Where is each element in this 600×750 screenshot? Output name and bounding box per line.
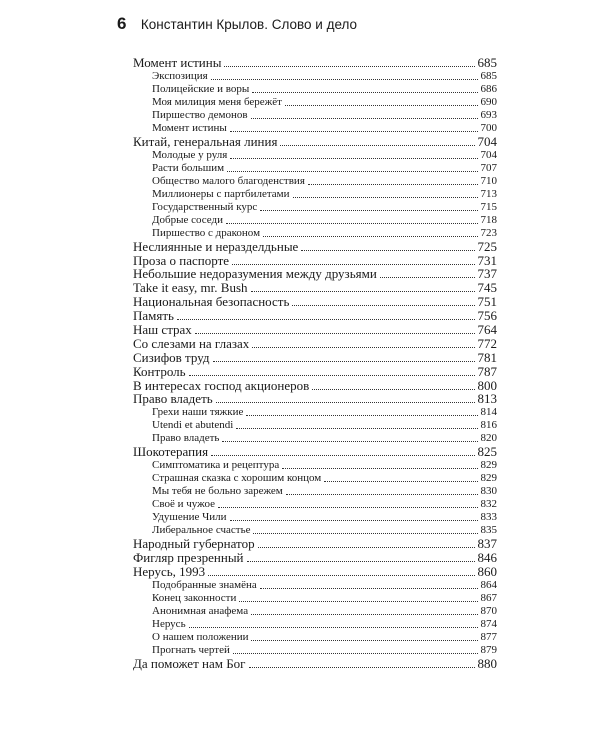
toc-entry-title: Да поможет нам Бог xyxy=(133,655,246,671)
toc-entry-title: Момент истины xyxy=(133,54,222,70)
toc-subentry xyxy=(133,630,497,643)
dot-leader xyxy=(232,264,474,265)
toc-subentry xyxy=(133,200,497,213)
toc-subentry xyxy=(133,604,497,617)
toc-entry-page: 756 xyxy=(477,308,497,324)
running-header xyxy=(117,14,357,34)
toc-entry-title: Со слезами на глазах xyxy=(133,335,250,351)
toc-subentry xyxy=(133,484,497,497)
toc-entry-title: Страшная сказка с хорошим концом xyxy=(152,472,322,485)
toc-entry xyxy=(133,55,497,69)
toc-entry-page: 833 xyxy=(480,511,497,524)
toc-entry-page: 800 xyxy=(477,377,497,393)
toc-entry-page: 685 xyxy=(480,69,497,82)
toc-entry-page: 879 xyxy=(480,644,497,657)
dot-leader xyxy=(230,520,478,521)
dot-leader xyxy=(239,601,477,602)
toc-entry-title: Мы тебя не больно зарежем xyxy=(152,485,283,498)
toc-entry xyxy=(133,350,497,364)
dot-leader xyxy=(251,118,478,119)
toc-entry xyxy=(133,322,497,336)
dot-leader xyxy=(211,79,478,80)
toc-subentry xyxy=(133,578,497,591)
dot-leader xyxy=(251,614,477,615)
dot-leader xyxy=(308,184,478,185)
toc-entry-title: Небольшие недоразумения между друзьями xyxy=(133,266,377,282)
dot-leader xyxy=(189,627,478,628)
toc-entry-page: 787 xyxy=(477,363,497,379)
toc-entry-title: Конец законности xyxy=(152,592,237,605)
toc-entry xyxy=(133,308,497,322)
toc-entry xyxy=(133,550,497,564)
dot-leader xyxy=(253,533,477,534)
toc-entry-page: 718 xyxy=(480,213,497,226)
dot-leader xyxy=(189,375,475,376)
toc-entry-title: Расти большим xyxy=(152,161,225,174)
toc-entry-page: 829 xyxy=(480,472,497,485)
toc-entry-title: Нерусь, 1993 xyxy=(133,564,206,580)
toc-entry-page: 690 xyxy=(480,95,497,108)
toc-entry-page: 877 xyxy=(480,631,497,644)
toc-entry-title: Прогнать чертей xyxy=(152,644,230,657)
toc-entry-title: Грехи наши тяжкие xyxy=(152,406,244,419)
toc-entry xyxy=(133,253,497,267)
toc-entry-title: Миллионеры с партбилетами xyxy=(152,187,290,200)
toc-entry-page: 825 xyxy=(477,444,497,460)
toc-entry-page: 693 xyxy=(480,108,497,121)
dot-leader xyxy=(226,223,477,224)
toc-subentry xyxy=(133,226,497,239)
dot-leader xyxy=(252,347,474,348)
toc-entry-title: Память xyxy=(133,308,174,324)
dot-leader xyxy=(312,389,474,390)
toc-entry-page: 704 xyxy=(480,148,497,161)
dot-leader xyxy=(260,588,478,589)
dot-leader xyxy=(227,171,477,172)
toc-entry-page: 781 xyxy=(477,349,497,365)
toc-subentry xyxy=(133,497,497,510)
dot-leader xyxy=(282,468,477,469)
dot-leader xyxy=(380,277,475,278)
toc-entry-page: 835 xyxy=(480,524,497,537)
toc-entry-title: Utendi et abutendi xyxy=(152,419,234,432)
toc-entry-page: 751 xyxy=(477,294,497,310)
dot-leader xyxy=(263,236,477,237)
toc-entry-title: Проза о паспорте xyxy=(133,252,230,268)
dot-leader xyxy=(224,66,474,67)
toc-subentry xyxy=(133,121,497,134)
toc-entry-page: 830 xyxy=(480,485,497,498)
toc-entry-page: 867 xyxy=(480,592,497,605)
dot-leader xyxy=(292,305,474,306)
toc-entry-page: 700 xyxy=(480,121,497,134)
toc-entry-page: 870 xyxy=(480,605,497,618)
toc-entry-title: Полицейские и воры xyxy=(152,82,250,95)
toc-entry xyxy=(133,378,497,392)
dot-leader xyxy=(293,197,478,198)
toc-entry-title: Фигляр презренный xyxy=(133,550,244,566)
toc-entry xyxy=(133,564,497,578)
dot-leader xyxy=(211,455,474,456)
toc-entry-title: Take it easy, mr. Bush xyxy=(133,280,248,296)
dot-leader xyxy=(251,291,475,292)
toc-subentry xyxy=(133,591,497,604)
toc-entry-page: 832 xyxy=(480,498,497,511)
toc-subentry xyxy=(133,69,497,82)
toc-subentry xyxy=(133,431,497,444)
toc-entry-page: 772 xyxy=(477,335,497,351)
dot-leader xyxy=(301,250,474,251)
toc-entry-page: 737 xyxy=(477,266,497,282)
toc-entry-page: 704 xyxy=(477,133,497,149)
dot-leader xyxy=(213,361,475,362)
dot-leader xyxy=(218,507,478,508)
toc-entry-title: Либеральное счастье xyxy=(152,524,251,537)
toc-entry-title: Право владеть xyxy=(152,432,220,445)
toc-entry-title: Момент истины xyxy=(152,121,227,134)
toc-entry-title: Общество малого благоденствия xyxy=(152,174,305,187)
toc-entry-title: Право владеть xyxy=(133,391,213,407)
dot-leader xyxy=(246,415,477,416)
toc-entry-page: 715 xyxy=(480,200,497,213)
toc-entry-title: Удушение Чили xyxy=(152,511,227,524)
toc-entry xyxy=(133,536,497,550)
toc-subentry xyxy=(133,471,497,484)
toc-entry-page: 814 xyxy=(480,406,497,419)
toc-entry-title: О нашем положении xyxy=(152,631,249,644)
toc-entry-page: 829 xyxy=(480,459,497,472)
toc-subentry xyxy=(133,213,497,226)
toc-entry-page: 710 xyxy=(480,174,497,187)
toc-entry-title: Добрые соседи xyxy=(152,213,224,226)
toc-entry-page: 713 xyxy=(480,187,497,200)
toc-entry-page: 686 xyxy=(480,82,497,95)
toc-entry-title: Молодые у руля xyxy=(152,148,228,161)
toc-entry-title: Государственный курс xyxy=(152,200,258,213)
toc-entry-page: 707 xyxy=(480,161,497,174)
toc-entry-page: 723 xyxy=(480,226,497,239)
dot-leader xyxy=(230,158,477,159)
toc-entry-page: 837 xyxy=(477,536,497,552)
dot-leader xyxy=(258,547,475,548)
toc-entry-title: Пиршество демонов xyxy=(152,108,248,121)
toc-entry xyxy=(133,392,497,406)
dot-leader xyxy=(251,640,477,641)
toc-entry xyxy=(133,656,497,670)
toc-entry-title: Анонимная анафема xyxy=(152,605,249,618)
toc-subentry xyxy=(133,95,497,108)
toc-subentry xyxy=(133,617,497,630)
toc-entry-title: Своё и чужое xyxy=(152,498,215,511)
toc-entry-page: 725 xyxy=(477,238,497,254)
toc-entry xyxy=(133,134,497,148)
dot-leader xyxy=(252,92,477,93)
dot-leader xyxy=(230,131,478,132)
toc-entry-page: 764 xyxy=(477,322,497,338)
toc-entry-page: 685 xyxy=(477,54,497,70)
toc-entry-page: 846 xyxy=(477,550,497,566)
dot-leader xyxy=(286,494,478,495)
dot-leader xyxy=(247,561,475,562)
toc-subentry xyxy=(133,523,497,536)
toc-entry-page: 820 xyxy=(480,432,497,445)
toc-entry-title: Шокотерапия xyxy=(133,444,209,460)
dot-leader xyxy=(222,441,477,442)
table-of-contents xyxy=(133,55,497,670)
toc-entry-title: Симптоматика и рецептура xyxy=(152,459,280,472)
toc-entry xyxy=(133,239,497,253)
running-title: Константин Крылов. Слово и дело xyxy=(140,17,358,32)
toc-entry-title: Национальная безопасность xyxy=(133,294,290,310)
toc-entry-page: 745 xyxy=(477,280,497,296)
dot-leader xyxy=(260,210,477,211)
toc-subentry xyxy=(133,161,497,174)
dot-leader xyxy=(280,145,474,146)
toc-subentry xyxy=(133,643,497,656)
toc-subentry xyxy=(133,187,497,200)
toc-entry-title: В интересах господ акционеров xyxy=(133,377,310,393)
toc-subentry xyxy=(133,510,497,523)
toc-entry-page: 880 xyxy=(477,655,497,671)
dot-leader xyxy=(236,428,477,429)
toc-entry xyxy=(133,336,497,350)
toc-entry-title: Китай, генеральная линия xyxy=(133,133,278,149)
toc-entry-title: Пиршество с драконом xyxy=(152,226,261,239)
toc-subentry xyxy=(133,458,497,471)
dot-leader xyxy=(249,667,475,668)
toc-entry-page: 731 xyxy=(477,252,497,268)
toc-entry-title: Народный губернатор xyxy=(133,536,255,552)
dot-leader xyxy=(216,402,475,403)
dot-leader xyxy=(195,333,475,334)
page-number: 6 xyxy=(117,14,127,33)
toc-entry-page: 813 xyxy=(477,391,497,407)
toc-entry-title: Экспозиция xyxy=(152,69,208,82)
toc-entry-page: 874 xyxy=(480,618,497,631)
toc-subentry xyxy=(133,174,497,187)
toc-entry-title: Контроль xyxy=(133,363,186,379)
toc-entry-title: Сизифов труд xyxy=(133,349,210,365)
toc-entry-title: Моя милиция меня бережёт xyxy=(152,95,282,108)
toc-entry-page: 864 xyxy=(480,579,497,592)
toc-entry-title: Подобранные знамёна xyxy=(152,579,257,592)
toc-subentry xyxy=(133,405,497,418)
dot-leader xyxy=(285,105,478,106)
toc-entry xyxy=(133,294,497,308)
toc-entry-title: Нерусь xyxy=(152,618,186,631)
toc-entry xyxy=(133,364,497,378)
toc-entry-title: Наш страх xyxy=(133,322,192,338)
toc-entry xyxy=(133,444,497,458)
toc-entry-title: Неслиянные и неразделдьные xyxy=(133,238,299,254)
toc-subentry xyxy=(133,108,497,121)
dot-leader xyxy=(208,575,474,576)
toc-subentry xyxy=(133,148,497,161)
dot-leader xyxy=(177,319,475,320)
dot-leader xyxy=(324,481,477,482)
toc-entry xyxy=(133,280,497,294)
toc-subentry xyxy=(133,82,497,95)
dot-leader xyxy=(233,653,478,654)
toc-subentry xyxy=(133,418,497,431)
toc-entry-page: 816 xyxy=(480,419,497,432)
toc-entry xyxy=(133,267,497,281)
toc-entry-page: 860 xyxy=(477,564,497,580)
